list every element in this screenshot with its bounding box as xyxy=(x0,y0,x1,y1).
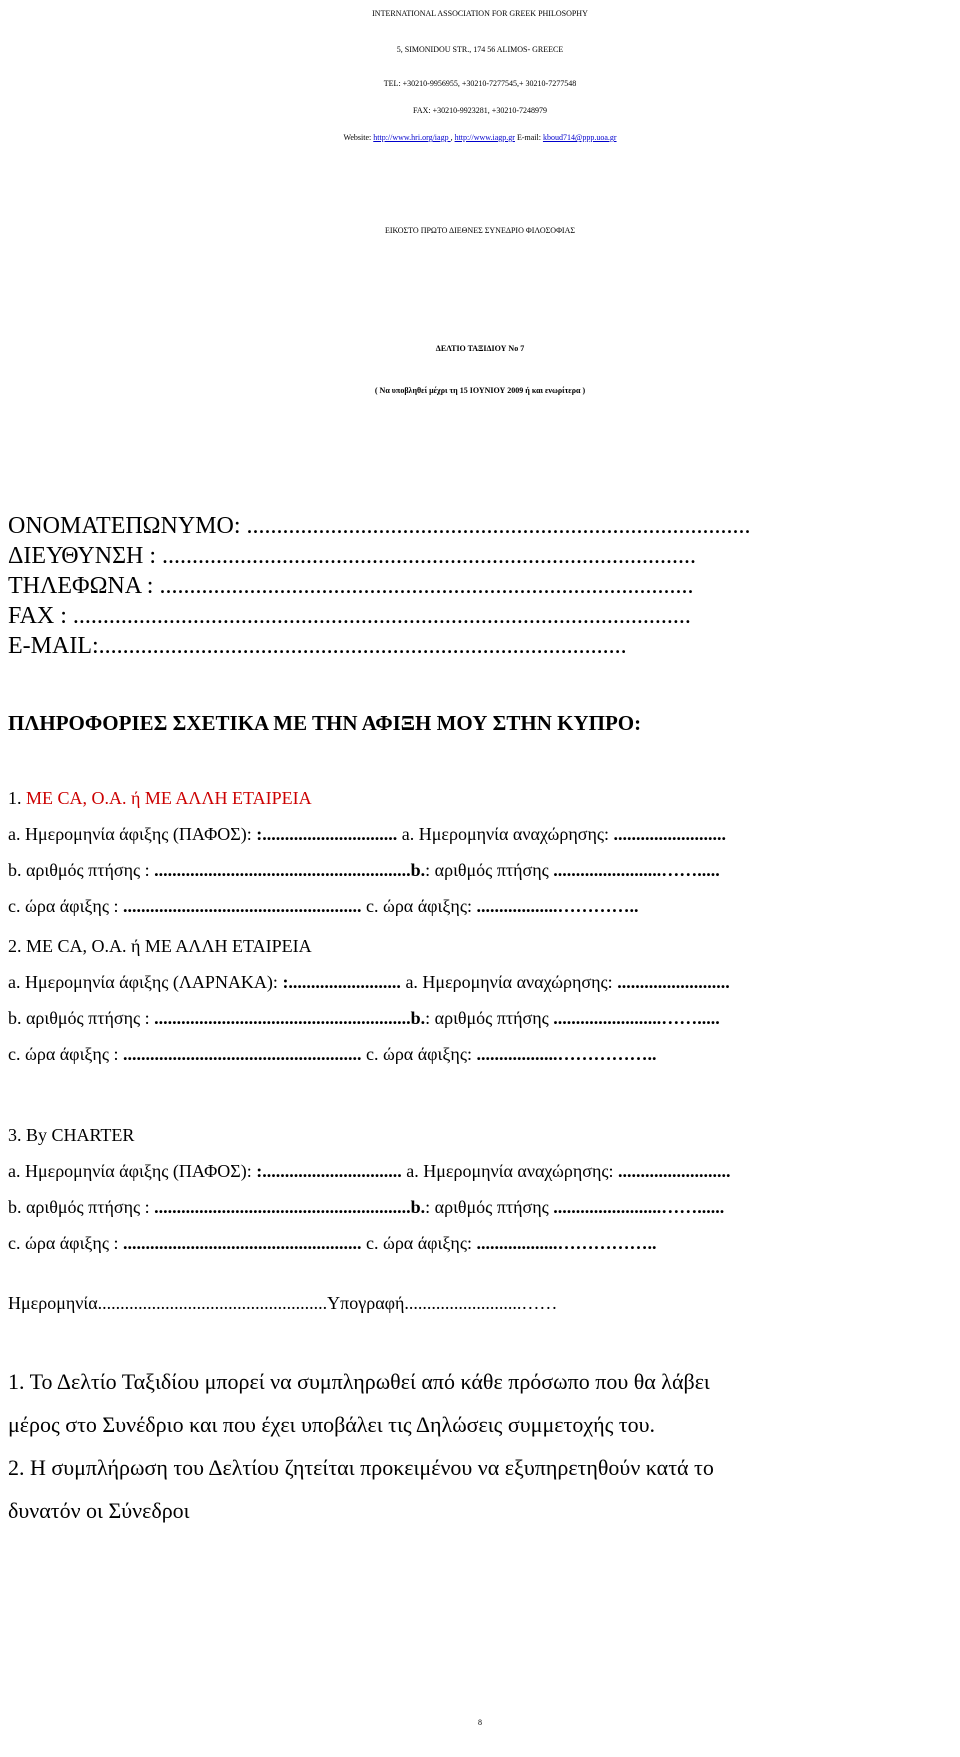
section2-date-row[interactable] xyxy=(8,972,730,993)
note2-line2: δυνατόν οι Σύνεδροι xyxy=(8,1498,190,1523)
date-signature-line[interactable]: Ημερομηνία...................................................Υπογραφή..........................…… xyxy=(8,1293,558,1313)
section3-flight-row[interactable] xyxy=(8,1197,724,1218)
section1-date-row[interactable] xyxy=(8,824,726,845)
org-tel: TEL: +30210-9956955, +30210-7277545,+ 30210-7277548 xyxy=(383,79,577,88)
label: : αριθμός πτήσης xyxy=(425,860,554,880)
field-email[interactable]: E-MAIL:........................................................................................ xyxy=(8,633,627,659)
label: c. ώρα άφιξης : xyxy=(8,896,123,916)
label: b. αριθμός πτήσης : xyxy=(8,1197,155,1217)
label: a. Ημερομηνία άφιξης (ΠΑΦΟΣ): xyxy=(8,1161,257,1181)
section1-time-row[interactable] xyxy=(8,896,638,917)
label: b. αριθμός πτήσης : xyxy=(8,860,155,880)
section1-heading xyxy=(8,788,312,809)
form-title: ΔΕΛΤΙΟ ΤΑΞΙΔΙΟΥ Νο 7 xyxy=(435,344,525,353)
note1-line2: μέρος στο Συνέδριο και που έχει υποβάλει τις Δηλώσεις συμμετοχής του. xyxy=(8,1412,656,1437)
label: c. ώρα άφιξης : xyxy=(8,1233,123,1253)
dots[interactable]: .........................................................b. xyxy=(154,1008,426,1028)
dots[interactable]: ..................................................... xyxy=(122,1233,362,1253)
section2-flight-row[interactable] xyxy=(8,1008,720,1029)
label: c. ώρα άφιξης: xyxy=(361,1044,477,1064)
field-name[interactable]: ΟΝΟΜΑΤΕΠΩΝΥΜΟ: .................................................................................... xyxy=(8,513,751,539)
dots[interactable]: ..................................................... xyxy=(122,1044,362,1064)
section3-date-row[interactable] xyxy=(8,1161,731,1182)
email-label: E-mail: xyxy=(514,133,543,142)
dots[interactable]: ........................……...... xyxy=(553,1197,725,1217)
org-name: INTERNATIONAL ASSOCIATION FOR GREEK PHILOSOPHY xyxy=(372,9,588,18)
dots[interactable]: ......................... xyxy=(613,824,727,844)
dots[interactable]: .........................................................b. xyxy=(154,860,426,880)
dots[interactable]: ........................……..... xyxy=(553,860,720,880)
dots[interactable]: :............................... xyxy=(256,1161,402,1181)
website-label: Website: xyxy=(343,133,374,142)
page-number: 8 xyxy=(478,1718,482,1727)
website-separator: , xyxy=(450,133,455,142)
dots[interactable]: :......................... xyxy=(282,972,401,992)
label: a. Ημερομηνία αναχώρησης: xyxy=(397,824,614,844)
label: a. Ημερομηνία αναχώρησης: xyxy=(401,1161,619,1181)
dots[interactable]: ..................................................... xyxy=(122,896,362,916)
section1-flight-row[interactable] xyxy=(8,860,720,881)
label: c. ώρα άφιξης : xyxy=(8,1044,123,1064)
dots[interactable]: ......................... xyxy=(618,1161,731,1181)
section2-time-row[interactable] xyxy=(8,1044,656,1065)
dots[interactable]: ..................………….. xyxy=(476,896,639,916)
section1-number: 1. xyxy=(8,788,26,808)
section1-title: ΜΕ CA, O.A. ή ΜΕ ΑΛΛΗ ΕΤΑΙΡΕΙΑ xyxy=(26,788,312,808)
dots[interactable]: ......................... xyxy=(617,972,730,992)
org-address: 5, SIMONIDOU STR., 174 56 ALIMOS- GREECE xyxy=(396,45,564,54)
field-phones[interactable]: ΤΗΛΕΦΩΝΑ : ......................................................................................... xyxy=(8,573,694,599)
label: c. ώρα άφιξης: xyxy=(361,1233,477,1253)
label: c. ώρα άφιξης: xyxy=(361,896,477,916)
label: : αριθμός πτήσης xyxy=(425,1197,554,1217)
label: a. Ημερομηνία άφιξης (ΠΑΦΟΣ): xyxy=(8,824,257,844)
section2-heading: 2. ΜΕ CA, O.A. ή ΜΕ ΑΛΛΗ ΕΤΑΙΡΕΙΑ xyxy=(8,936,312,956)
note2-line1: 2. Η συμπλήρωση του Δελτίου ζητείται προκειμένου να εξυπηρετηθούν κατά το xyxy=(8,1455,714,1480)
arrival-info-heading: ΠΛΗΡΟΦΟΡΙΕΣ ΣΧΕΤΙΚΑ ΜΕ ΤΗΝ ΑΦΙΞΗ ΜΟΥ ΣΤΗΝ ΚΥΠΡΟ: xyxy=(8,711,642,735)
field-fax[interactable]: FAX : ....................................................................................................... xyxy=(8,603,691,629)
dots[interactable]: ..................…………….. xyxy=(476,1044,657,1064)
website-link-iagp[interactable]: http://www.iagp.gr xyxy=(454,133,515,142)
org-contact-line xyxy=(0,126,960,150)
label: b. αριθμός πτήσης : xyxy=(8,1008,155,1028)
dots[interactable]: :.............................. xyxy=(256,824,398,844)
conference-title: ΕΙΚΟΣΤΟ ΠΡΩΤΟ ΔΙΕΘΝΕΣ ΣΥΝΕΔΡΙΟ ΦΙΛΟΣΟΦΙΑΣ xyxy=(384,226,576,235)
email-link[interactable]: kboud714@ppp.uoa.gr xyxy=(542,133,617,142)
website-link-hri[interactable]: http://www.hri.org/iagp xyxy=(373,133,451,142)
dots[interactable]: .........................................................b. xyxy=(154,1197,426,1217)
note1-line1: 1. Το Δελτίο Ταξιδίου μπορεί να συμπληρωθεί από κάθε πρόσωπο που θα λάβει xyxy=(8,1369,710,1394)
org-fax: FAX: +30210-9923281, +30210-7248979 xyxy=(413,106,547,115)
section3-time-row[interactable] xyxy=(8,1233,656,1254)
deadline-note: ( Να υποβληθεί μέχρι τη 15 ΙΟΥΝΙΟΥ 2009 ή και ενωρίτερα ) xyxy=(374,386,586,395)
section3-heading: 3. By CHARTER xyxy=(8,1125,135,1145)
field-address[interactable]: ΔΙΕΥΘΥΝΣΗ : ......................................................................................... xyxy=(8,543,697,569)
label: : αριθμός πτήσης xyxy=(425,1008,554,1028)
dots[interactable]: ..................…………….. xyxy=(476,1233,657,1253)
label: a. Ημερομηνία αναχώρησης: xyxy=(400,972,618,992)
label: a. Ημερομηνία άφιξης (ΛΑΡΝΑΚΑ): xyxy=(8,972,283,992)
dots[interactable]: ........................……..... xyxy=(553,1008,720,1028)
